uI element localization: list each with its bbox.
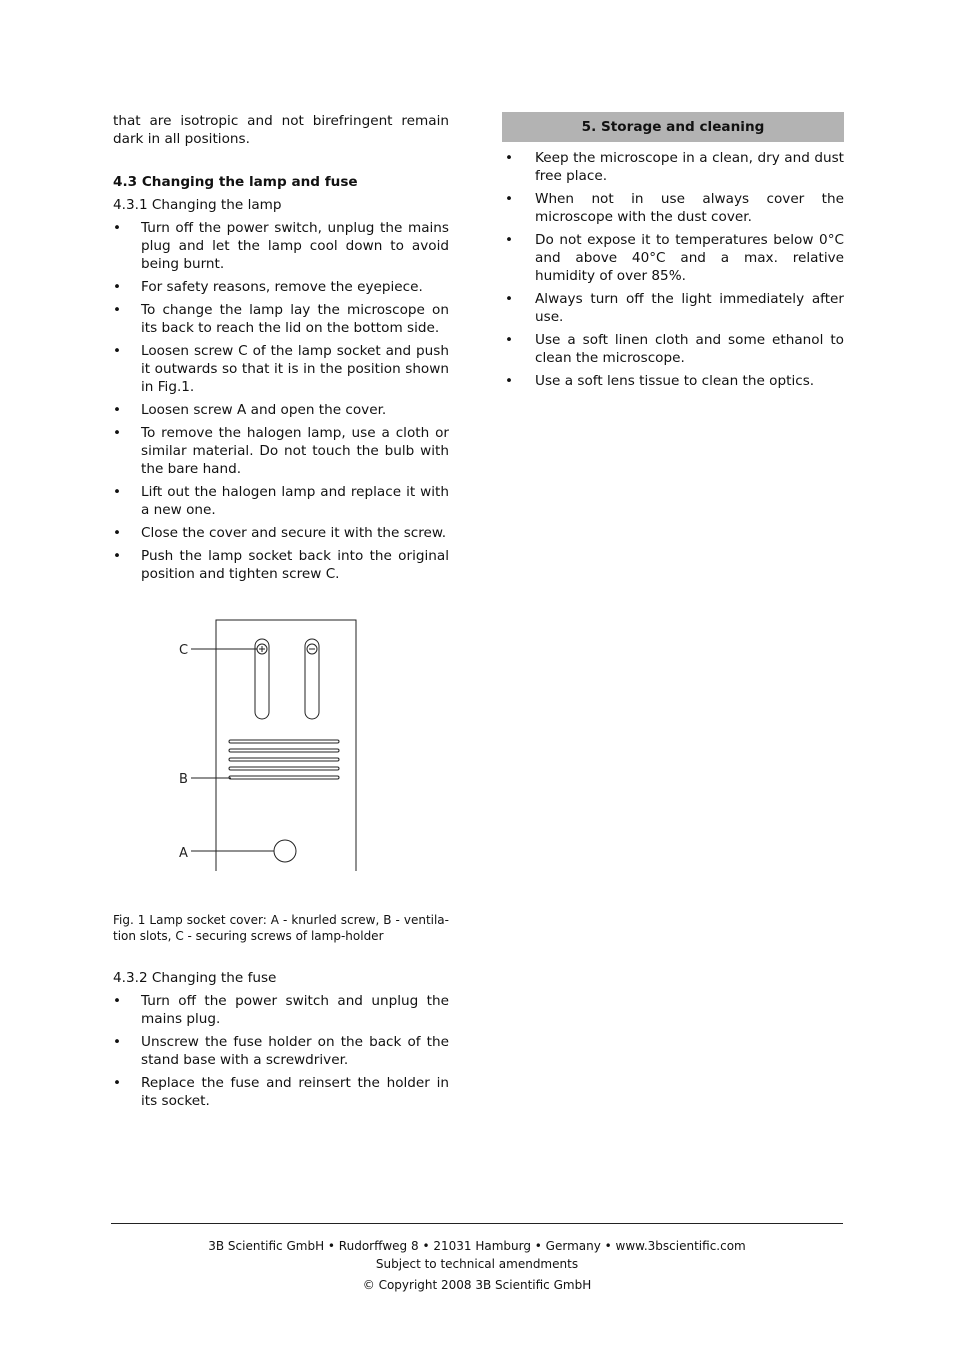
cover-plate bbox=[216, 620, 356, 871]
storage-list bbox=[502, 149, 844, 390]
footer-address: 3B Scientific GmbH • Rudorffweg 8 • 21031 Hamburg • Germany • www.3bscientific.com bbox=[208, 1239, 746, 1253]
list-item: • Turn off the power switch, unplug the mains plug and let the lamp cool down to avoid being burnt. bbox=[113, 219, 449, 273]
section-heading-storage-cleaning: 5. Storage and cleaning bbox=[502, 112, 844, 142]
lamp-steps-list bbox=[113, 219, 449, 583]
list-item: • When not in use always cover the microscope with the dust cover. bbox=[505, 190, 844, 226]
page-footer bbox=[111, 1237, 843, 1294]
list-item: • Turn off the power switch and unplug the mains plug. bbox=[113, 992, 449, 1028]
label-c: C bbox=[179, 643, 189, 658]
list-item: • Do not expose it to temperatures below 0°C and above 40°C and a max. relative humidity of over 85%. bbox=[505, 231, 844, 285]
list-item: • Push the lamp socket back into the original position and tighten screw C. bbox=[113, 547, 449, 583]
footer-amendments: Subject to technical amendments bbox=[375, 1257, 579, 1271]
list-item: • Use a soft linen cloth and some ethanol to clean the microscope. bbox=[505, 331, 844, 367]
fuse-steps-list bbox=[113, 992, 449, 1110]
list-item: • Use a soft lens tissue to clean the optics. bbox=[505, 372, 844, 390]
section-heading-lamp-fuse: 4.3 Changing the lamp and fuse bbox=[113, 174, 358, 190]
list-item: • Replace the fuse and reinsert the holder in its socket. bbox=[113, 1074, 449, 1110]
figure-caption: Fig. 1 Lamp socket cover: A - knurled screw, B - ventila-tion slots, C - securing screws of lamp-holder bbox=[113, 913, 449, 943]
lamp-socket-diagram bbox=[175, 611, 365, 871]
list-item: • Close the cover and secure it with the screw. bbox=[113, 524, 449, 542]
list-item: • Always turn off the light immediately after use. bbox=[505, 290, 844, 326]
footer-copyright: © Copyright 2008 3B Scientific GmbH bbox=[362, 1278, 592, 1292]
list-item: • To change the lamp lay the microscope on its back to reach the lid on the bottom side. bbox=[113, 301, 449, 337]
label-a: A bbox=[179, 846, 188, 861]
list-item: • Keep the microscope in a clean, dry and dust free place. bbox=[505, 149, 844, 185]
footer-divider bbox=[111, 1223, 843, 1224]
lamp-socket-figure bbox=[113, 611, 449, 911]
knurled-screw-a bbox=[274, 840, 296, 862]
list-item: • To remove the halogen lamp, use a cloth or similar material. Do not touch the bulb with the bare hand. bbox=[113, 424, 449, 478]
ventilation-slots bbox=[229, 740, 339, 779]
label-b: B bbox=[179, 772, 188, 787]
intro-paragraph: that are isotropic and not birefringent remain dark in all positions. bbox=[113, 113, 449, 147]
subsection-heading-fuse: 4.3.2 Changing the fuse bbox=[113, 970, 277, 986]
list-item: • For safety reasons, remove the eyepiece. bbox=[113, 278, 449, 296]
list-item: • Unscrew the fuse holder on the back of the stand base with a screwdriver. bbox=[113, 1033, 449, 1069]
list-item: • Loosen screw C of the lamp socket and push it outwards so that it is in the position shown in Fig.1. bbox=[113, 342, 449, 396]
list-item: • Loosen screw A and open the cover. bbox=[113, 401, 449, 419]
left-column bbox=[113, 112, 449, 1115]
right-column bbox=[502, 112, 844, 395]
list-item: • Lift out the halogen lamp and replace it with a new one. bbox=[113, 483, 449, 519]
subsection-heading-lamp: 4.3.1 Changing the lamp bbox=[113, 197, 282, 213]
